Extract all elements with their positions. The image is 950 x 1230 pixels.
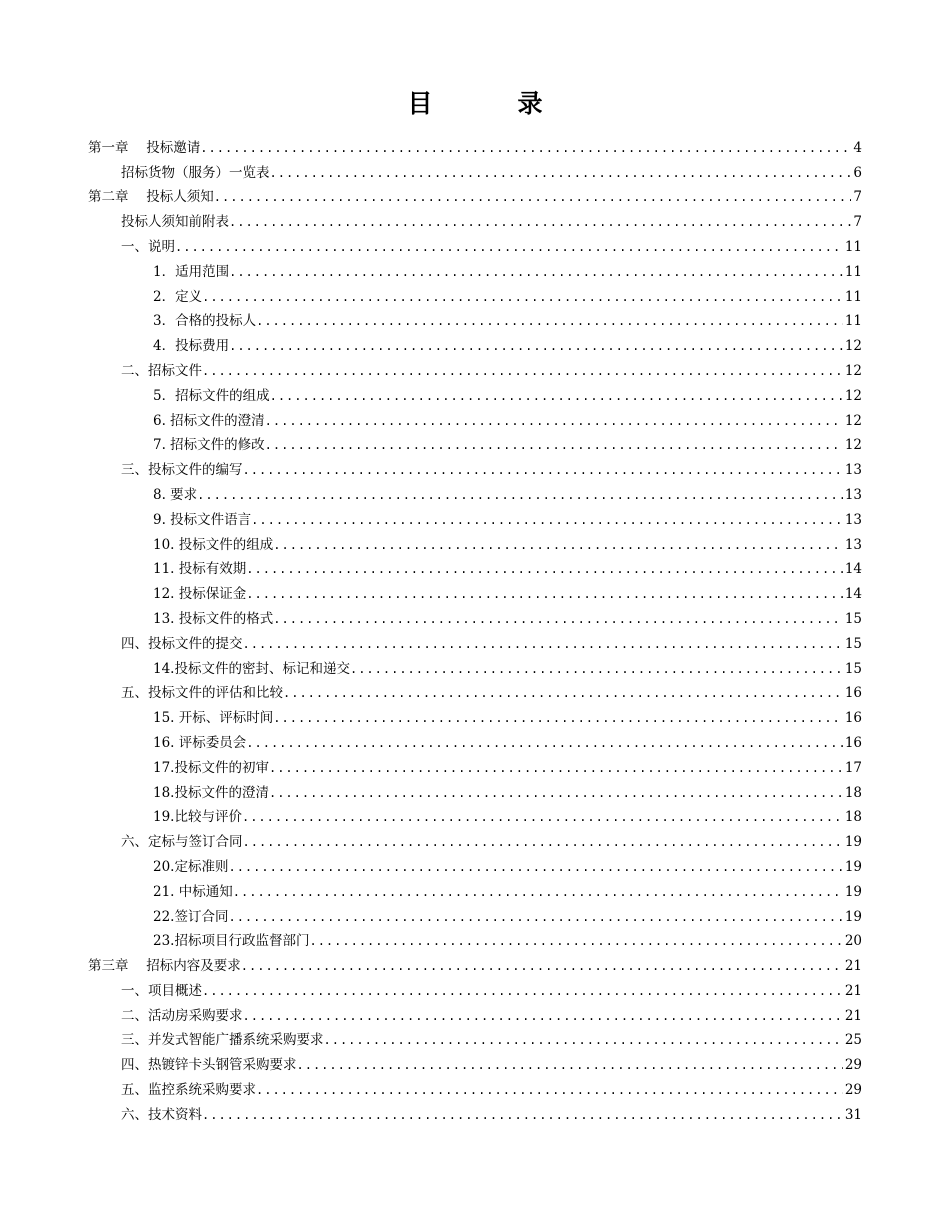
toc-entry[interactable] xyxy=(88,182,862,207)
toc-entry-text: 二、活动房采购要求 xyxy=(121,1007,243,1024)
toc-entry-text: 15. 开标、评标时间 xyxy=(153,710,274,727)
toc-entry[interactable] xyxy=(88,727,862,752)
toc-entry-page-number: 6 xyxy=(853,164,862,181)
toc-entry-page-number: 21 xyxy=(844,958,862,975)
toc-dot-leader xyxy=(309,932,842,950)
toc-entry[interactable] xyxy=(88,975,862,1000)
toc-entry-page-number: 15 xyxy=(844,610,862,627)
toc-dot-leader xyxy=(246,734,843,752)
toc-entry[interactable] xyxy=(88,1074,862,1099)
toc-entry[interactable] xyxy=(88,157,862,182)
toc-entry[interactable] xyxy=(88,1099,862,1124)
toc-title: 目 录 xyxy=(407,89,573,118)
toc-entry-text: 第三章 招标内容及要求 xyxy=(88,958,241,975)
toc-entry[interactable] xyxy=(88,281,862,306)
toc-entry-text: 9. 投标文件语言 xyxy=(153,511,252,528)
toc-dot-leader xyxy=(202,362,843,380)
toc-dot-leader xyxy=(350,660,843,678)
toc-entry[interactable] xyxy=(88,950,862,975)
toc-entry[interactable] xyxy=(88,405,862,430)
toc-dot-leader xyxy=(273,610,843,628)
toc-entry[interactable] xyxy=(88,901,862,926)
toc-entry-page-number: 18 xyxy=(844,784,862,801)
toc-entry[interactable] xyxy=(88,554,862,579)
toc-entry-page-number: 25 xyxy=(844,1032,862,1049)
toc-entry[interactable] xyxy=(88,206,862,231)
toc-entry[interactable] xyxy=(88,603,862,628)
toc-list xyxy=(88,132,862,1124)
toc-dot-leader xyxy=(270,387,843,405)
toc-entry-page-number: 13 xyxy=(844,486,862,503)
toc-entry-text: 1．适用范围 xyxy=(153,263,230,280)
toc-entry[interactable] xyxy=(88,430,862,455)
toc-entry-text: 三、并发式智能广播系统采购要求 xyxy=(121,1032,324,1049)
toc-dot-leader xyxy=(297,1056,843,1074)
toc-entry-page-number: 11 xyxy=(844,263,862,280)
toc-dot-leader xyxy=(265,412,843,430)
toc-entry-page-number: 12 xyxy=(844,338,862,355)
toc-entry-page-number: 15 xyxy=(844,660,862,677)
toc-dot-leader xyxy=(202,1106,843,1124)
toc-entry[interactable] xyxy=(88,678,862,703)
toc-entry-text: 5．招标文件的组成 xyxy=(153,387,270,404)
toc-entry-text: 18.投标文件的澄清 xyxy=(153,784,269,801)
toc-entry[interactable] xyxy=(88,529,862,554)
toc-entry-text: 11. 投标有效期 xyxy=(153,561,247,578)
toc-entry[interactable] xyxy=(88,777,862,802)
toc-entry-page-number: 14 xyxy=(844,586,862,603)
toc-entry-text: 五、监控系统采购要求 xyxy=(121,1082,256,1099)
toc-dot-leader xyxy=(273,709,843,727)
toc-entry[interactable] xyxy=(88,653,862,678)
toc-dot-leader xyxy=(242,808,843,826)
toc-entry[interactable] xyxy=(88,826,862,851)
toc-entry-text: 五、投标文件的评估和比较 xyxy=(121,685,283,702)
toc-dot-leader xyxy=(229,213,851,231)
toc-entry-page-number: 14 xyxy=(844,561,862,578)
toc-entry-text: 8. 要求 xyxy=(153,486,198,503)
toc-dot-leader xyxy=(228,858,842,876)
toc-entry-page-number: 12 xyxy=(844,387,862,404)
toc-entry-page-number: 13 xyxy=(844,536,862,553)
toc-dot-leader xyxy=(243,1007,843,1025)
toc-dot-leader xyxy=(269,759,843,777)
toc-entry-page-number: 19 xyxy=(844,883,862,900)
toc-entry-page-number: 12 xyxy=(844,412,862,429)
toc-entry[interactable] xyxy=(88,802,862,827)
toc-entry[interactable] xyxy=(88,479,862,504)
toc-dot-leader xyxy=(175,238,843,256)
toc-entry[interactable] xyxy=(88,876,862,901)
toc-entry-page-number: 7 xyxy=(853,189,862,206)
toc-entry[interactable] xyxy=(88,1000,862,1025)
toc-entry-text: 22.签订合同 xyxy=(153,908,229,925)
toc-entry[interactable] xyxy=(88,752,862,777)
toc-dot-leader xyxy=(202,982,843,1000)
toc-entry-text: 23.招标项目行政监督部门 xyxy=(153,933,310,950)
toc-dot-leader xyxy=(283,684,843,702)
toc-entry-text: 19.比较与评价 xyxy=(153,809,242,826)
toc-dot-leader xyxy=(214,188,852,206)
toc-dot-leader xyxy=(270,164,852,182)
toc-dot-leader xyxy=(197,486,843,504)
toc-entry-page-number: 17 xyxy=(844,759,862,776)
toc-entry-page-number: 16 xyxy=(844,685,862,702)
toc-dot-leader xyxy=(233,883,843,901)
toc-entry-page-number: 16 xyxy=(844,710,862,727)
toc-entry-text: 一、项目概述 xyxy=(121,982,202,999)
toc-entry-text: 17.投标文件的初审 xyxy=(153,759,269,776)
toc-dot-leader xyxy=(269,784,843,802)
toc-entry-text: 第二章 投标人须知 xyxy=(88,189,214,206)
toc-entry[interactable] xyxy=(88,231,862,256)
toc-entry-page-number: 13 xyxy=(844,511,862,528)
toc-entry-text: 三、投标文件的编写 xyxy=(121,462,243,479)
toc-entry[interactable] xyxy=(88,306,862,331)
toc-entry-text: 六、定标与签订合同 xyxy=(121,834,243,851)
toc-entry[interactable] xyxy=(88,330,862,355)
toc-entry-text: 6. 招标文件的澄清 xyxy=(153,412,265,429)
toc-entry-text: 16. 评标委员会 xyxy=(153,734,247,751)
toc-entry[interactable] xyxy=(88,851,862,876)
toc-entry-page-number: 11 xyxy=(844,313,862,330)
toc-dot-leader xyxy=(243,635,843,653)
toc-entry-page-number: 19 xyxy=(844,908,862,925)
toc-entry[interactable] xyxy=(88,1049,862,1074)
toc-dot-leader xyxy=(229,337,843,355)
toc-entry-text: 14.投标文件的密封、标记和递交 xyxy=(153,660,350,677)
toc-entry-text: 21. 中标通知 xyxy=(153,883,233,900)
toc-entry[interactable] xyxy=(88,132,862,157)
toc-dot-leader xyxy=(256,1081,843,1099)
toc-entry-page-number: 19 xyxy=(844,858,862,875)
toc-entry-page-number: 11 xyxy=(844,238,862,255)
toc-entry-page-number: 18 xyxy=(844,809,862,826)
toc-dot-leader xyxy=(200,139,851,157)
toc-entry-text: 四、热镀锌卡头钢管采购要求 xyxy=(121,1057,297,1074)
toc-entry-page-number: 20 xyxy=(844,933,862,950)
toc-entry[interactable] xyxy=(88,702,862,727)
toc-entry-page-number: 29 xyxy=(844,1057,862,1074)
toc-dot-leader xyxy=(246,585,843,603)
toc-dot-leader xyxy=(324,1031,843,1049)
toc-entry-page-number: 12 xyxy=(844,362,862,379)
toc-entry-text: 20.定标准则 xyxy=(153,858,229,875)
toc-entry-text: 3．合格的投标人 xyxy=(153,313,257,330)
toc-entry-page-number: 29 xyxy=(844,1082,862,1099)
toc-dot-leader xyxy=(202,288,843,306)
toc-entry-text: 13. 投标文件的格式 xyxy=(153,610,274,627)
toc-dot-leader xyxy=(246,560,843,578)
toc-entry[interactable] xyxy=(88,355,862,380)
toc-entry-text: 7. 招标文件的修改 xyxy=(153,437,265,454)
toc-dot-leader xyxy=(243,461,843,479)
toc-entry-page-number: 19 xyxy=(844,834,862,851)
toc-entry-text: 招标货物（服务）一览表 xyxy=(121,164,270,181)
toc-entry-text: 四、投标文件的提交 xyxy=(121,635,243,652)
toc-entry-page-number: 21 xyxy=(844,982,862,999)
toc-entry-text: 一、说明 xyxy=(121,238,175,255)
toc-entry-page-number: 15 xyxy=(844,635,862,652)
toc-dot-leader xyxy=(265,436,843,454)
toc-entry-text: 六、技术资料 xyxy=(121,1106,202,1123)
toc-dot-leader xyxy=(243,833,843,851)
toc-entry-text: 12. 投标保证金 xyxy=(153,586,247,603)
toc-entry[interactable] xyxy=(88,1025,862,1050)
toc-entry-page-number: 31 xyxy=(844,1106,862,1123)
toc-entry-text: 10. 投标文件的组成 xyxy=(153,536,274,553)
toc-entry-text: 二、招标文件 xyxy=(121,362,202,379)
toc-entry-page-number: 21 xyxy=(844,1007,862,1024)
toc-entry[interactable] xyxy=(88,380,862,405)
toc-entry[interactable] xyxy=(88,926,862,951)
toc-entry-page-number: 13 xyxy=(844,462,862,479)
toc-entry-text: 2．定义 xyxy=(153,288,203,305)
toc-dot-leader xyxy=(241,957,843,975)
toc-entry[interactable] xyxy=(88,578,862,603)
toc-entry[interactable] xyxy=(88,504,862,529)
toc-entry-page-number: 16 xyxy=(844,734,862,751)
toc-dot-leader xyxy=(273,536,843,554)
toc-entry-page-number: 7 xyxy=(853,214,862,231)
toc-dot-leader xyxy=(256,312,843,330)
toc-dot-leader xyxy=(228,908,842,926)
toc-dot-leader xyxy=(229,263,843,281)
toc-entry-page-number: 12 xyxy=(844,437,862,454)
toc-entry[interactable] xyxy=(88,454,862,479)
toc-entry-text: 投标人须知前附表 xyxy=(121,214,229,231)
toc-dot-leader xyxy=(251,511,843,529)
toc-entry-page-number: 4 xyxy=(853,139,862,156)
toc-entry[interactable] xyxy=(88,628,862,653)
toc-entry-page-number: 11 xyxy=(844,288,862,305)
toc-entry-text: 第一章 投标邀请 xyxy=(88,139,201,156)
toc-entry[interactable] xyxy=(88,256,862,281)
toc-entry-text: 4．投标费用 xyxy=(153,338,230,355)
